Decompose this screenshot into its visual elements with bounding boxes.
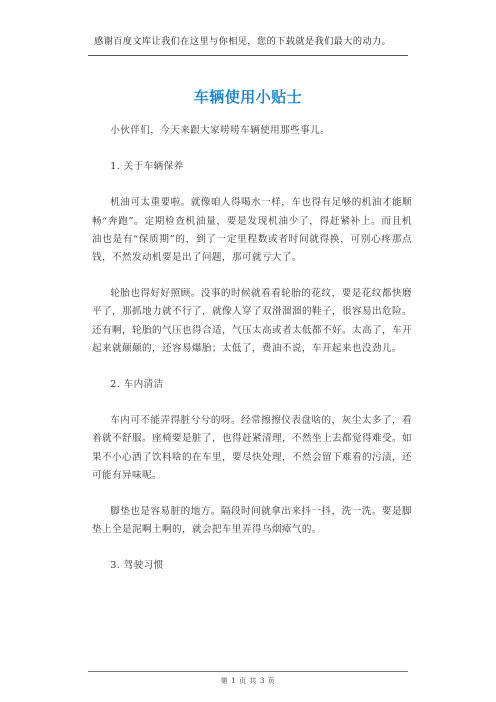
page-footer: 第 1 页 共 3 页 bbox=[220, 677, 276, 685]
paragraph-interior-cleaning: 车内可不能弄得脏兮兮的呀。经常擦擦仪表盘啥的，灰尘太多了，看着就不舒服。座椅要是脏了，也得赶紧清理，不然坐上去都觉得难受。如果不小心洒了饮料啥的在车里，要尽快处理，不然会留下难看的污渍，还可能有异味呢。 bbox=[92, 415, 412, 481]
document-body bbox=[92, 122, 412, 576]
paragraph-floor-mats: 脚垫也是容易脏的地方。隔段时间就拿出来抖一抖，洗一洗。要是脚垫上全是泥啊土啊的，就会把车里弄得乌烟瘴气的。 bbox=[92, 506, 412, 536]
document-title: 车辆使用小贴士 bbox=[193, 88, 303, 106]
section-heading-cleaning: 2. 车内清洁 bbox=[110, 379, 164, 391]
footer-divider bbox=[88, 671, 408, 672]
paragraph-engine-oil: 机油可太重要啦。就像咱人得喝水一样，车也得有足够的机油才能顺畅“奔跑”。定期检查机油量，要是发现机油少了，得赶紧补上。而且机油也是有“保质期”的，到了一定里程数或者时间就得换，可别心疼那点钱，不然发动机要是出了问题，那可就亏大了。 bbox=[92, 197, 412, 264]
header-divider bbox=[88, 55, 408, 56]
page-header: 感谢百度文库让我们在这里与你相见，您的下载就是我们最大的动力。 bbox=[94, 36, 392, 47]
section-heading-driving-habits: 3. 驾驶习惯 bbox=[110, 560, 164, 572]
section-heading-maintenance: 1. 关于车辆保养 bbox=[110, 161, 184, 173]
intro-paragraph: 小伙伴们，今天来跟大家唠唠车辆使用那些事儿。 bbox=[110, 125, 331, 136]
paragraph-tires: 轮胎也得好好照顾。没事的时候就看看轮胎的花纹，要是花纹都快磨平了，那抓地力就不行了，就像人穿了双滑溜溜的鞋子，很容易出危险。还有啊，轮胎的气压也得合适，气压太高或者太低都不好。太高了，车开起来就颠颠的，还容易爆胎；太低了，费油不说，车开起来也没劲儿。 bbox=[92, 288, 412, 354]
